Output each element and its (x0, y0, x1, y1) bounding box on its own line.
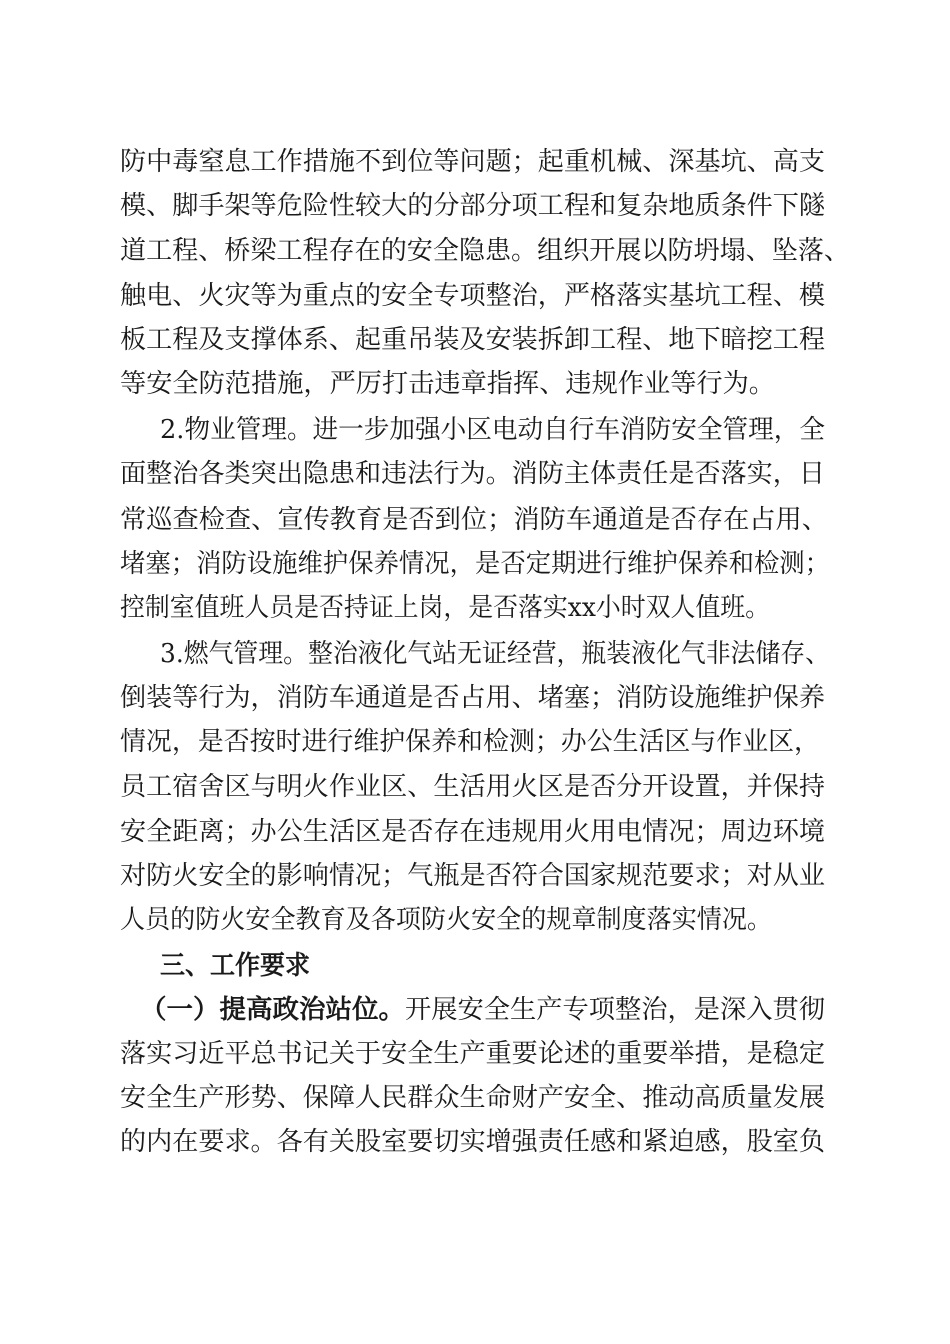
text-line (0, 229, 950, 273)
text-line-content: 3.燃气管理。整治液化气站无证经营，瓶装液化气非法储存、 (160, 639, 830, 669)
text-line-content: 模、脚手架等危险性较大的分部分项工程和复杂地质条件下隧 (120, 191, 826, 221)
text-line (0, 854, 950, 898)
text-line-content: 人员的防火安全教育及各项防火安全的规章制度落实情况。 (120, 905, 773, 935)
text-line-content: 情况，是否按时进行维护保养和检测；办公生活区与作业区， (120, 727, 820, 757)
text-line (0, 140, 950, 184)
text-line (0, 586, 950, 630)
text-line (0, 362, 950, 406)
text-line-content: 对防火安全的影响情况；气瓶是否符合国家规范要求；对从业 (120, 861, 826, 891)
text-line (0, 898, 950, 942)
text-line-content: 触电、火灾等为重点的安全专项整治，严格落实基坑工程、模 (120, 281, 826, 311)
text-line (0, 720, 950, 764)
section-heading-text: 三、工作要求 (160, 951, 310, 981)
text-line-content: 的内在要求。各有关股室要切实增强责任感和紧迫感，股室负 (120, 1127, 826, 1157)
text-line (0, 676, 950, 720)
text-line (0, 318, 950, 362)
text-line (0, 988, 950, 1032)
text-line (0, 452, 950, 496)
text-line-content: 员工宿舍区与明火作业区、生活用火区是否分开设置，并保持 (120, 772, 826, 802)
text-line-content: 道工程、桥梁工程存在的安全隐患。组织开展以防坍塌、坠落、 (120, 236, 850, 266)
text-line-content: 落实习近平总书记关于安全生产重要论述的重要举措，是稳定 (120, 1039, 826, 1069)
text-line (0, 1120, 950, 1164)
text-line-content: 2.物业管理。进一步加强小区电动自行车消防安全管理，全 (160, 415, 826, 445)
section-heading (0, 944, 950, 988)
text-line (0, 1076, 950, 1120)
text-line (0, 274, 950, 318)
text-line (0, 810, 950, 854)
text-line-content: 倒装等行为，消防车通道是否占用、堵塞；消防设施维护保养 (120, 683, 826, 713)
text-line-content: 防中毒窒息工作措施不到位等问题；起重机械、深基坑、高支 (120, 147, 826, 177)
text-line-content: 安全生产形势、保障人民群众生命财产安全、推动高质量发展 (120, 1083, 826, 1113)
text-line-content: 控制室值班人员是否持证上岗，是否落实xx小时双人值班。 (120, 593, 770, 623)
text-line (0, 498, 950, 542)
text-line-content: 等安全防范措施，严厉打击违章指挥、违规作业等行为。 (120, 369, 776, 399)
text-line-content: 安全距离；办公生活区是否存在违规用火用电情况；周边环境 (120, 817, 826, 847)
text-line (0, 1032, 950, 1076)
text-line-content: 常巡查检查、宣传教育是否到位；消防车通道是否存在占用、 (120, 505, 828, 535)
text-line-content: 板工程及支撑体系、起重吊装及安装拆卸工程、地下暗挖工程 (120, 325, 826, 355)
text-line-content: 堵塞；消防设施维护保养情况，是否定期进行维护保养和检测； (120, 549, 831, 579)
text-line-content: 面整治各类突出隐患和违法行为。消防主体责任是否落实，日 (120, 459, 826, 489)
text-line (0, 408, 950, 452)
text-line-continuation: 开展安全生产专项整治，是深入贯彻 (405, 995, 826, 1025)
text-line-content: （一）提高政治站位。 (140, 995, 406, 1025)
text-line (0, 765, 950, 809)
text-line (0, 632, 950, 676)
text-line (0, 542, 950, 586)
text-line (0, 184, 950, 228)
